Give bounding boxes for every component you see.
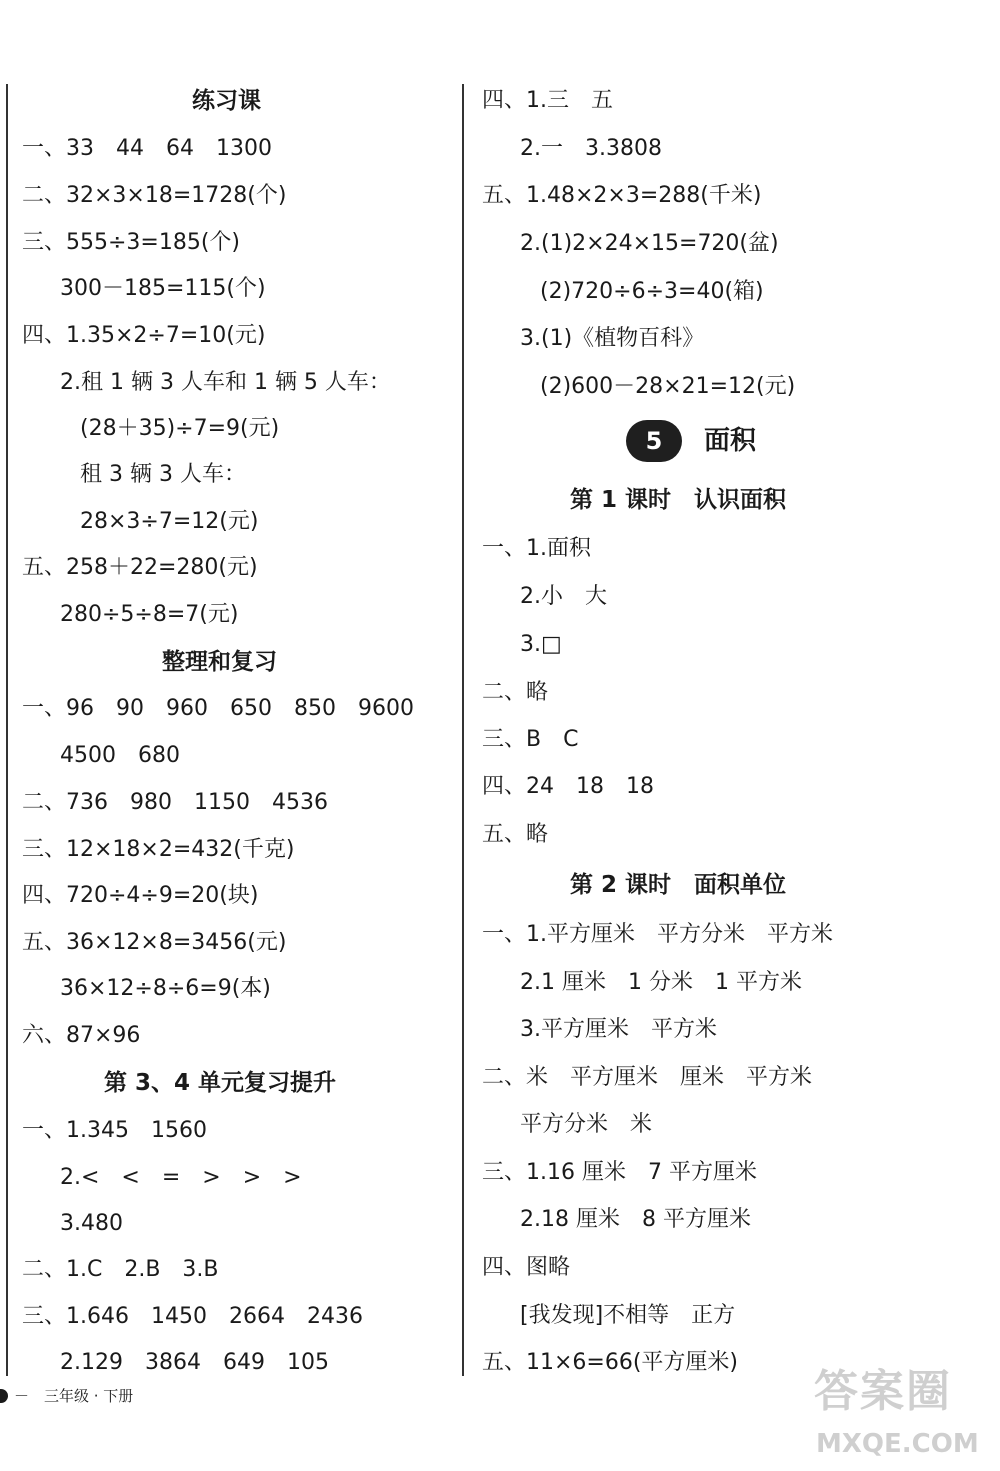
answer-line: 二、736 980 1150 4536: [22, 790, 328, 815]
answer-line: 三、555÷3=185(个): [22, 230, 241, 255]
watermark-logo: [804, 1360, 994, 1468]
section-heading: 整理和复习: [162, 649, 277, 675]
section-heading: 第 2 课时 面积单位: [570, 872, 787, 898]
answer-line: 五、258＋22=280(元): [22, 555, 258, 580]
answer-line: 2.租 1 辆 3 人车和 1 辆 5 人车：: [60, 370, 391, 395]
answer-line: 2.18 厘米 8 平方厘米: [520, 1207, 751, 1232]
answer-line: 280÷5÷8=7(元): [60, 602, 239, 627]
unit-number-badge: 5: [626, 420, 682, 462]
answer-line: 四、图略: [482, 1255, 571, 1280]
answer-line: 3.□: [520, 632, 562, 657]
answer-line: 五、36×12×8=3456(元): [22, 930, 287, 955]
answer-line: (28＋35)÷7=9(元): [80, 416, 280, 441]
answer-line: 六、87×96: [22, 1023, 141, 1048]
answer-line: 租 3 辆 3 人车：: [80, 462, 246, 487]
answer-line: 五、略: [482, 822, 549, 847]
watermark-en: MXQE.COM: [816, 1429, 979, 1459]
answer-line: [我发现]不相等 正方: [520, 1303, 736, 1328]
unit-title: 面积: [704, 426, 757, 456]
answer-line: 平方分米 米: [520, 1112, 653, 1137]
section-heading: 练习课: [192, 88, 261, 114]
answer-line: 300－185=115(个): [60, 276, 266, 301]
answer-line: 四、1.三 五: [482, 88, 613, 113]
answer-line: 2.1 厘米 1 分米 1 平方米: [520, 970, 802, 995]
watermark-cn: 答案圈: [814, 1366, 952, 1417]
answer-line: 2.(1)2×24×15=720(盆): [520, 231, 779, 256]
answer-line: 28×3÷7=12(元): [80, 509, 259, 534]
answer-line: 五、11×6=66(平方厘米): [482, 1350, 739, 1375]
answer-line: 三、1.16 厘米 7 平方厘米: [482, 1160, 757, 1185]
left-margin-rule: [6, 84, 8, 1376]
answer-line: 2.小 大: [520, 584, 607, 609]
answer-line: 四、24 18 18: [482, 774, 654, 799]
column-divider: [462, 84, 464, 1376]
section-heading: 第 3、4 单元复习提升: [104, 1070, 337, 1096]
answer-line: 4500 680: [60, 743, 180, 768]
answer-line: 一、33 44 64 1300: [22, 136, 272, 161]
answer-line: 四、1.35×2÷7=10(元): [22, 323, 266, 348]
answer-line: 3.平方厘米 平方米: [520, 1017, 717, 1042]
answer-line: 36×12÷8÷6=9(本): [60, 976, 271, 1001]
answer-line: 2.一 3.3808: [520, 136, 662, 161]
answer-line: 二、32×3×18=1728(个): [22, 183, 287, 208]
answer-line: (2)600－28×21=12(元): [540, 374, 796, 399]
answer-line: 二、1.C 2.B 3.B: [22, 1257, 219, 1282]
answer-line: 2.129 3864 649 105: [60, 1350, 329, 1375]
page-number-marker: [0, 1389, 8, 1403]
answer-line: 3.480: [60, 1211, 123, 1236]
answer-line: 四、720÷4÷9=20(块): [22, 883, 259, 908]
answer-line: 三、12×18×2=432(千克): [22, 837, 295, 862]
answer-line: 2.< < = > > >: [60, 1165, 302, 1190]
answer-line: 三、B C: [482, 727, 579, 752]
answer-line: 二、米 平方厘米 厘米 平方米: [482, 1065, 813, 1090]
answer-line: (2)720÷6÷3=40(箱): [540, 279, 764, 304]
answer-line: 3.(1)《植物百科》: [520, 326, 705, 351]
footer-grade-label: － 三年级 · 下册: [14, 1387, 134, 1405]
answer-line: 一、96 90 960 650 850 9600: [22, 696, 414, 721]
section-heading: 第 1 课时 认识面积: [570, 487, 787, 513]
answer-line: 二、略: [482, 680, 549, 705]
answer-line: 一、1.面积: [482, 536, 591, 561]
answer-line: 三、1.646 1450 2664 2436: [22, 1304, 363, 1329]
answer-line: 一、1.345 1560: [22, 1118, 207, 1143]
answer-line: 五、1.48×2×3=288(千米): [482, 183, 762, 208]
answer-line: 一、1.平方厘米 平方分米 平方米: [482, 922, 833, 947]
